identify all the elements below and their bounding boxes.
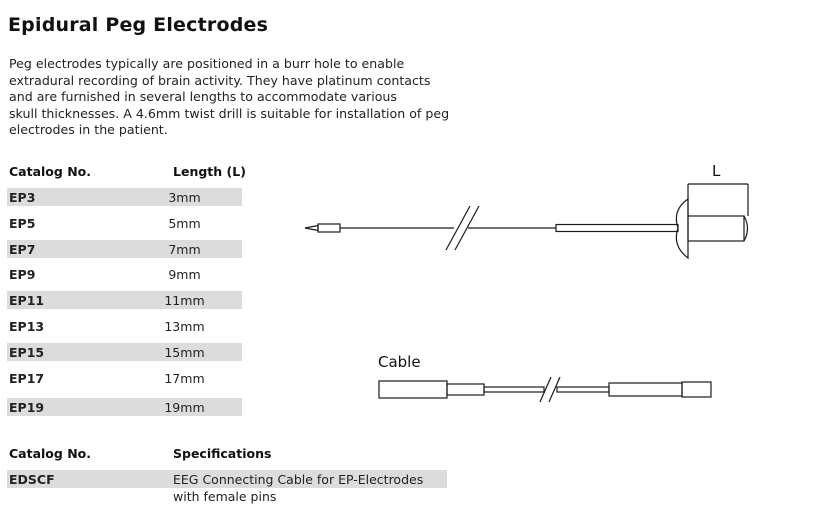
catalog-cell: EP9 [9,267,36,282]
cable-wire-right [557,387,609,392]
length-cell: 17mm [164,371,205,386]
length-cell: 9mm [168,267,201,282]
specifications-header: Specifications [173,446,272,461]
intro-line: electrodes in the patient. [9,122,168,138]
catalog-cell: EP19 [9,400,45,415]
cable-drawing [379,377,711,402]
length-cell: 3mm [168,190,201,205]
cable-plug-left [379,381,447,398]
peg-head [676,199,688,258]
pin-sleeve [318,224,340,232]
catalog-cell: EP7 [9,242,36,257]
length-cell: 7mm [168,242,201,257]
catalog-cell: EP3 [9,190,36,205]
page-title: Epidural Peg Electrodes [8,14,269,36]
break-mark [540,377,551,402]
cable-label: Cable [378,353,421,371]
peg-electrode-drawing [305,184,748,258]
peg-shaft [688,216,744,241]
length-cell: 13mm [164,319,205,334]
catalog-cell: EP15 [9,345,45,360]
length-cell: 19mm [164,400,205,415]
cable-plug-right [682,382,711,397]
length-cell: 15mm [164,345,205,360]
catalog-cell: EDSCF [9,472,55,487]
catalog-cell: EP11 [9,293,45,308]
length-label: L [712,162,721,180]
length-header: Length (L) [173,164,246,179]
intro-line: Peg electrodes typically are positioned in a burr hole to enable [9,56,405,71]
catalog-header: Catalog No. [9,164,91,179]
cable-sleeve-right [609,383,682,396]
catalog-cell: EP17 [9,371,45,386]
spec-line: with female pins [173,488,277,504]
cable-wire-left [484,387,544,392]
catalog-cell: EP13 [9,319,45,334]
intro-line: and are furnished in several lengths to accommodate various [9,89,397,105]
pin-tip [305,226,318,231]
length-cell: 11mm [164,293,205,308]
lead-tube [556,225,678,232]
break-mark [549,377,560,402]
catalog-cell: EP5 [9,216,36,231]
cable-catalog-header: Catalog No. [9,446,91,461]
cable-sleeve-left [447,384,484,395]
intro-line: skull thicknesses. A 4.6mm twist drill is suitable for installation of peg [9,105,450,121]
spec-line: EEG Connecting Cable for EP-Electrodes [173,472,424,487]
length-cell: 5mm [168,216,201,231]
intro-line: extradural recording of brain activity. They have platinum contacts [9,72,431,88]
